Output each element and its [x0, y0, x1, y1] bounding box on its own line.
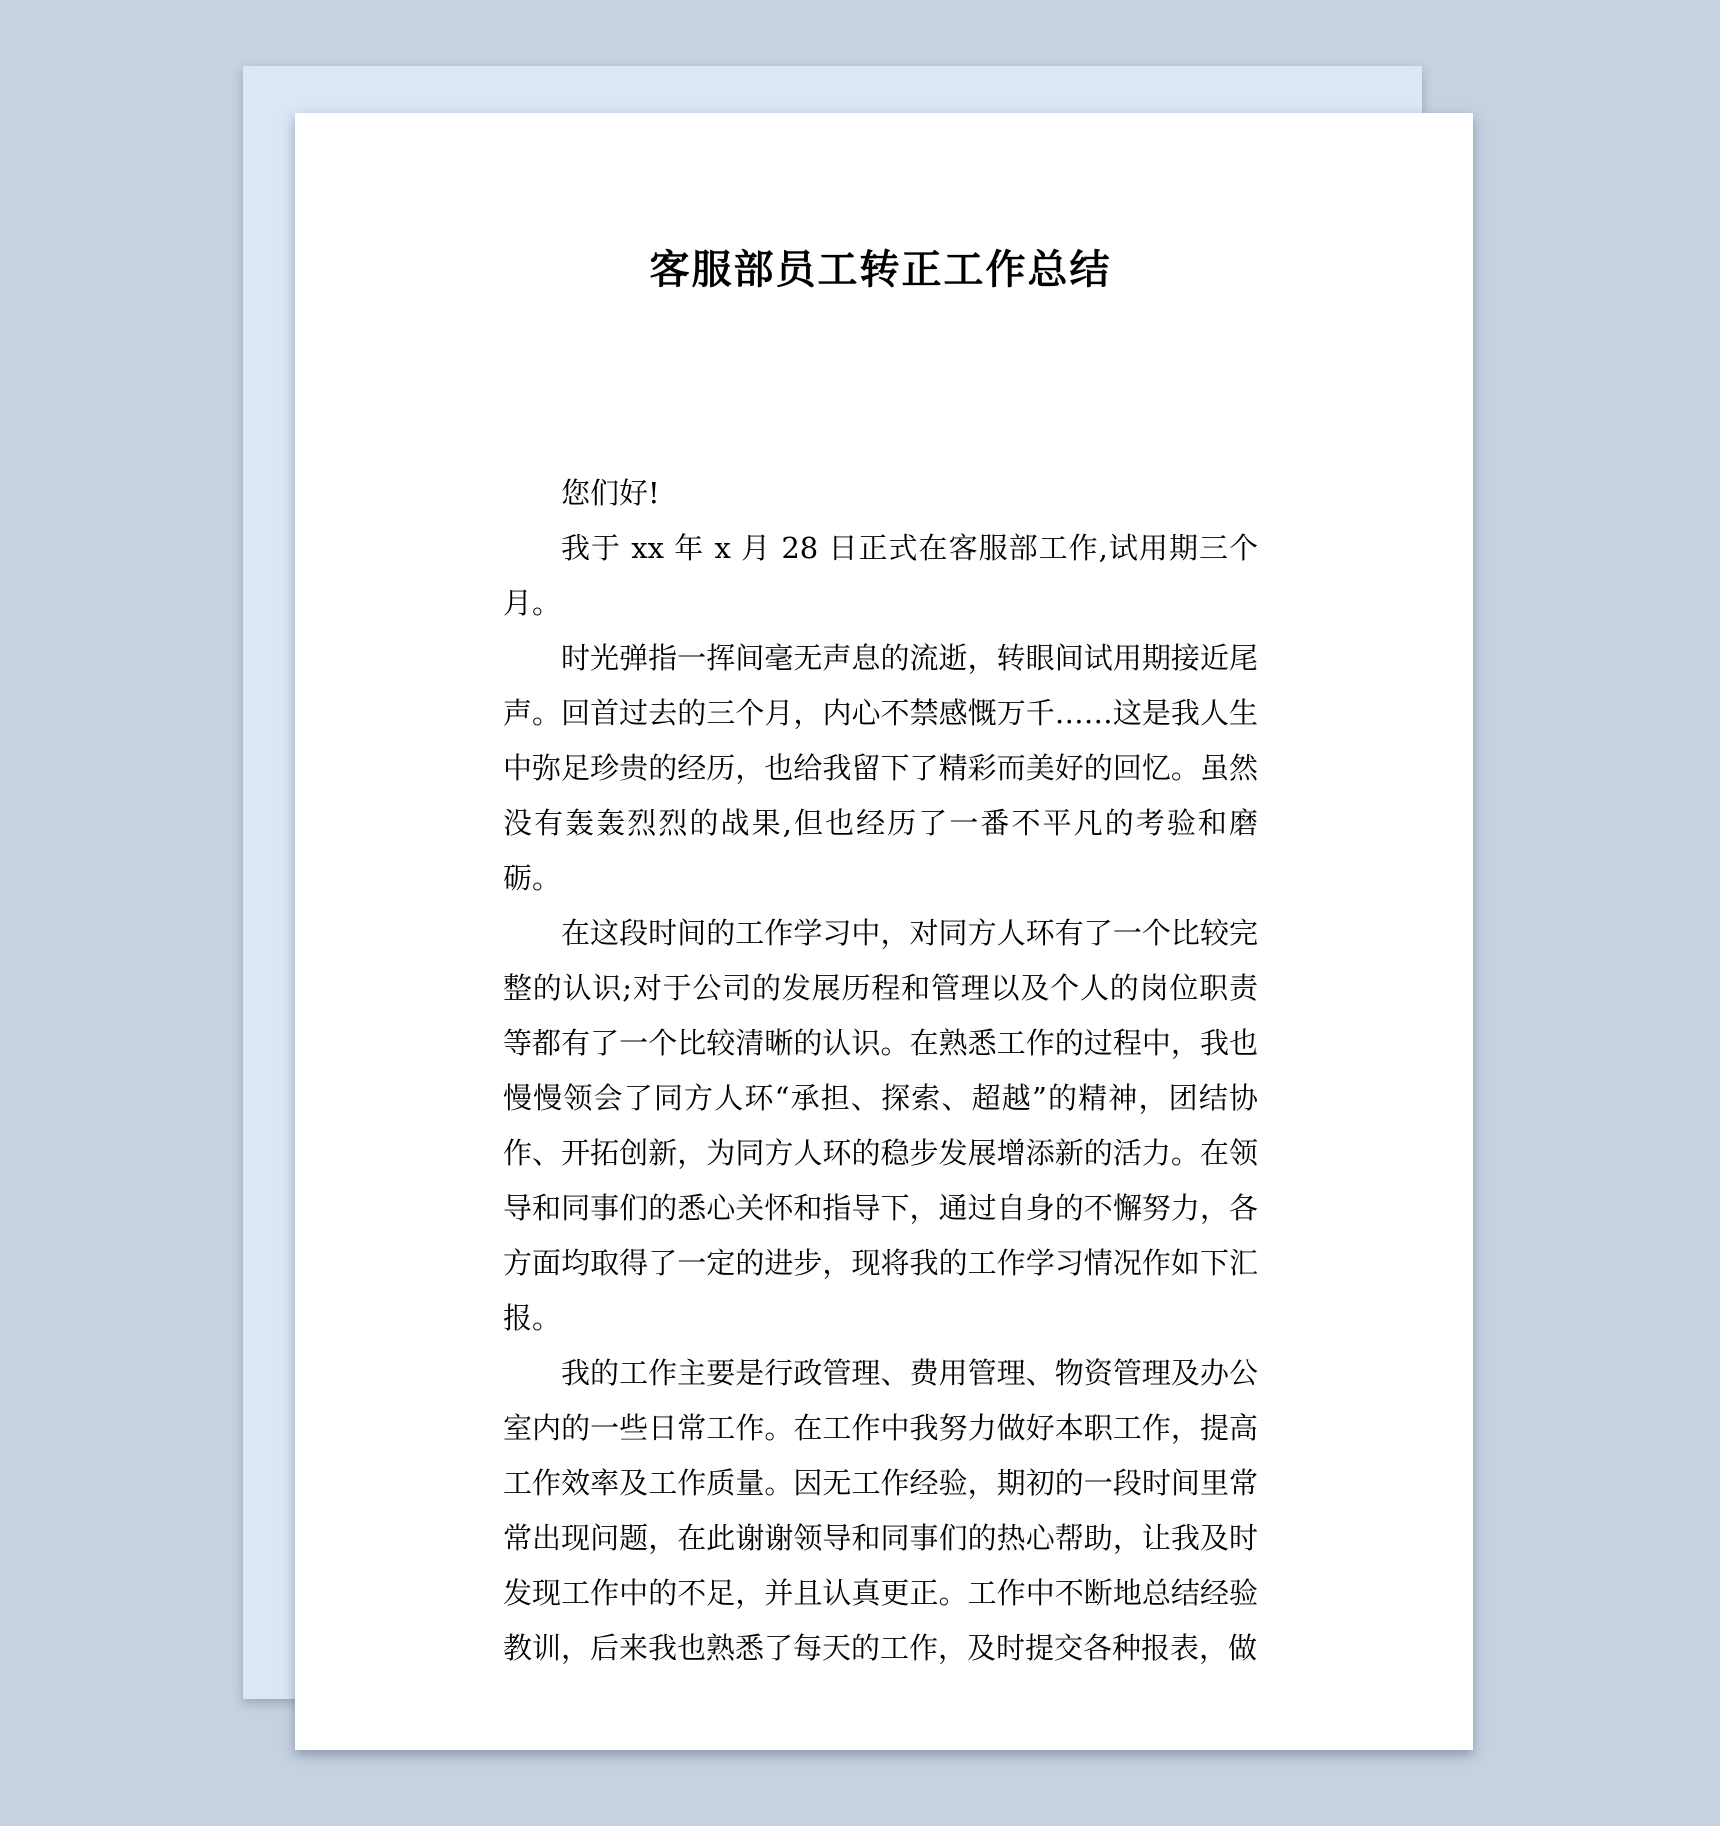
paragraph: 时光弹指一挥间毫无声息的流逝，转眼间试用期接近尾声。回首过去的三个月，内心不禁感慨万千……这是我人生中弥足珍贵的经历，也给我留下了精彩而美好的回忆。虽然没有轰轰烈烈的战果,但也经历了一番不平凡的考验和磨砺。 — [503, 641, 1258, 895]
paragraph: 在这段时间的工作学习中，对同方人环有了一个比较完整的认识;对于公司的发展历程和管理以及个人的岗位职责等都有了一个比较清晰的认识。在熟悉工作的过程中，我也慢慢领会了同方人环“承担、探索、超越”的精神，团结协作、开拓创新，为同方人环的稳步发展增添新的活力。在领导和同事们的悉心关怀和指导下，通过自身的不懈努力，各方面均取得了一定的进步，现将我的工作学习情况作如下汇报。 — [503, 916, 1258, 1335]
page-content-area — [295, 113, 1473, 1750]
document-body — [503, 466, 1258, 1676]
paragraph: 我的工作主要是行政管理、费用管理、物资管理及办公室内的一些日常工作。在工作中我努力做好本职工作，提高工作效率及工作质量。因无工作经验，期初的一段时间里常常出现问题，在此谢谢领导和同事们的热心帮助，让我及时发现工作中的不足，并且认真更正。工作中不断地总结经验教训，后来我也熟悉了每天的工作，及时提交各种报表，做 — [503, 1356, 1258, 1665]
document-page — [295, 113, 1473, 1750]
paragraph: 您们好! — [561, 476, 660, 510]
paragraph: 我于 xx 年 x 月 28 日正式在客服部工作,试用期三个月。 — [503, 531, 1258, 620]
document-title: 客服部员工转正工作总结 — [649, 247, 1112, 293]
